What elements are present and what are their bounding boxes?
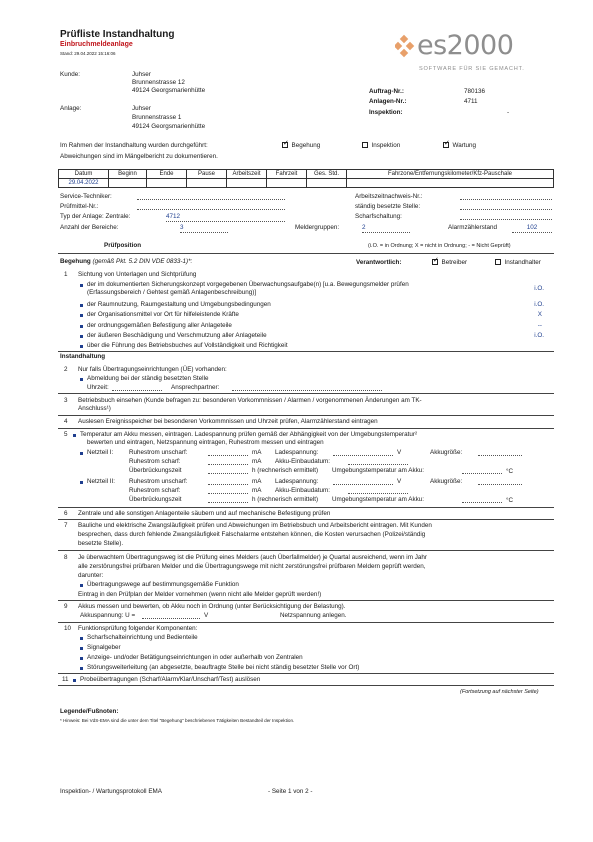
- service-techniker-field[interactable]: [137, 199, 285, 200]
- uhrzeit-label: Uhrzeit:: [87, 384, 109, 391]
- th-datum: Datum: [59, 170, 109, 179]
- unit-h-label: h: [252, 467, 256, 474]
- bullet-icon: [80, 378, 83, 381]
- item10-bullet-3: Störungsweiterleitung (an abgesetzte, beauftragte Stelle bei nicht ständig besetzter Stelle vor Ort): [87, 664, 360, 671]
- td-fahrzone[interactable]: [347, 179, 554, 188]
- result-value[interactable]: i.O.: [534, 332, 544, 339]
- item6-text: Zentrale und alle sonstigen Anlagenteile säubern und auf mechanische Befestigung prüfen: [78, 510, 331, 517]
- divider: [58, 600, 554, 601]
- bullet-icon: [80, 314, 83, 317]
- item-number: 9: [64, 603, 68, 610]
- scharf-label: Ruhestrom scharf:: [129, 487, 181, 494]
- item-number: 1: [64, 271, 68, 278]
- scharfschaltung-label: Scharfschaltung:: [355, 213, 402, 220]
- divider: [58, 428, 554, 429]
- divider: [58, 685, 554, 686]
- akkueinbaudatum-field[interactable]: [348, 493, 408, 494]
- bereiche-value[interactable]: 3: [180, 224, 228, 233]
- scope-begehung[interactable]: [282, 142, 320, 150]
- checkbox-wartung[interactable]: [443, 142, 449, 148]
- ueberbrueckungszeit-label: Überbrückungszeit: [129, 496, 182, 503]
- akkugroesse-label: Akkugröße:: [430, 449, 463, 456]
- item9-line1: Akkus messen und bewerten, ob Akku noch in Ordnung (unter Berücksichtigung der Belastung).: [78, 603, 346, 610]
- th-fahrzone: Fahrzone/Entfernungskilometer/Kfz-Pauschale: [347, 170, 554, 179]
- divider: [58, 507, 554, 508]
- td-ges-std[interactable]: [307, 179, 347, 188]
- divider: [58, 519, 554, 520]
- facility-street: Brunnenstrasse 1: [132, 114, 182, 121]
- bullet-icon: [80, 325, 83, 328]
- th-pause: Pause: [187, 170, 227, 179]
- facility-label: Anlage:: [60, 105, 82, 112]
- service-techniker-label: Service-Techniker:: [60, 193, 112, 200]
- item8-bullet: Übertragungswege auf bestimmungsgemäße Funktion: [87, 581, 239, 588]
- umgebungstemp-field[interactable]: [462, 473, 502, 474]
- besetzte-stelle-label: ständig besetzte Stelle:: [355, 203, 421, 210]
- scharf-field[interactable]: [208, 493, 248, 494]
- divider: [58, 351, 554, 352]
- checkbox-begehung[interactable]: [282, 142, 288, 148]
- scope-wartung-label: Wartung: [452, 142, 477, 149]
- unit-v: V: [397, 478, 402, 485]
- item-number: 7: [64, 522, 68, 529]
- scope-wartung[interactable]: [443, 142, 476, 150]
- th-ges-std: Ges. Std.: [307, 170, 347, 179]
- scope-inspektion-label: Inspektion: [371, 142, 401, 149]
- item-number: 10: [64, 625, 72, 632]
- footer-title: Inspektion- / Wartungsprotokoll EMA: [60, 788, 162, 795]
- scharf-label: Ruhestrom scharf:: [129, 458, 181, 465]
- typ-label: Typ der Anlage: Zentrale:: [60, 213, 131, 220]
- inspektion-value: -: [507, 109, 510, 116]
- scope-intro: Im Rahmen der Instandhaltung wurden durchgeführt:: [60, 142, 208, 149]
- item1-bullet-0-cont: (Erfassungsbereich / Gehtest gemäß Anlagenbeschreibung)]: [87, 289, 257, 296]
- item-number: 6: [64, 510, 68, 517]
- unscharf-label: Ruhestrom unscharf:: [129, 449, 188, 456]
- unit-v: V: [204, 612, 209, 619]
- netzteil-1-label: Netzteil I:: [87, 449, 114, 456]
- unit-h: [252, 496, 318, 504]
- scope-begehung-label: Begehung: [291, 142, 321, 149]
- meldergruppen-label: Meldergruppen:: [295, 224, 340, 231]
- company-logo: [395, 30, 545, 78]
- item10-bullet-0: Scharfschalteinrichtung und Bedienteile: [87, 634, 198, 641]
- akkugroesse-field[interactable]: [478, 484, 522, 485]
- besetzte-stelle-field[interactable]: [460, 209, 552, 210]
- result-value[interactable]: i.O.: [534, 285, 544, 292]
- umgebungstemp-label: Umgebungstemperatur am Akku:: [332, 467, 425, 474]
- bullet-icon: [73, 679, 76, 682]
- th-beginn: Beginn: [109, 170, 147, 179]
- alarmzaehlerstand-value[interactable]: 102: [512, 224, 552, 233]
- divider: [58, 673, 554, 674]
- pruefmittel-label: Prüfmittel-Nr.:: [60, 203, 99, 210]
- akkueinbaudatum-field[interactable]: [348, 464, 408, 465]
- unit-ma: mA: [252, 458, 262, 465]
- akkugroesse-field[interactable]: [478, 455, 522, 456]
- scope-inspektion[interactable]: [362, 142, 400, 150]
- bullet-icon: [80, 481, 83, 484]
- akkueinbaudatum-label: Akku-Einbaudatum:: [275, 458, 330, 465]
- item8-line1: Je überwachtem Übertragungsweg ist die Prüfung eines Melders (auch Überfallmelder) je Quartal ausreichend, wenn im Jahr: [78, 554, 427, 561]
- item2-title: Nur falls Übertragungseinrichtungen (ÜE) vorhanden:: [78, 366, 227, 373]
- betreiber-option[interactable]: [432, 259, 467, 267]
- umgebungstemp-field[interactable]: [462, 502, 502, 503]
- logo-tagline: SOFTWARE FÜR SIE GEMACHT.: [419, 66, 525, 72]
- stand-date: Stand: 29.04.2022 15:16:06: [60, 51, 116, 56]
- result-value[interactable]: i.O.: [534, 301, 544, 308]
- bullet-icon: [80, 667, 83, 670]
- item1-bullet-4: der äußeren Beschädigung und Verschmutzung aller Anlageteile: [87, 332, 267, 339]
- logo-wordmark: es2000: [417, 30, 514, 61]
- bullet-icon: [80, 452, 83, 455]
- typ-value[interactable]: 4712: [166, 213, 285, 222]
- instandhalter-option[interactable]: [495, 259, 541, 267]
- td-ende[interactable]: [147, 179, 187, 188]
- legende-note: * Hinweis: Bei VdS-EMA sind die unter dem Titel "Begehung" beschriebenen Tätigkeiten Bestandteil der Inspektion.: [60, 718, 295, 723]
- item8-line2: alle zerstörungsfrei prüfbaren Melder und die Übertragungswege mit nicht zerstörungsfrei prüfbaren Meldern geprüft werden,: [78, 563, 426, 570]
- item10-bullet-1: Signalgeber: [87, 644, 121, 651]
- akkuspannung-label: Akkuspannung: U =: [80, 612, 136, 619]
- time-table: [58, 169, 554, 188]
- unit-v: V: [397, 449, 402, 456]
- bullet-icon: [73, 434, 76, 437]
- ueberbrueckungszeit-field[interactable]: [208, 473, 248, 474]
- unit-h-label: h: [252, 496, 256, 503]
- ladespannung-field[interactable]: [333, 455, 393, 456]
- item8-line3: darunter:: [78, 572, 104, 579]
- umgebungstemp-label: Umgebungstemperatur am Akku:: [332, 496, 425, 503]
- item1-bullet-0: der im dokumentierten Sicherungskonzept vorgegebenen Überwachungsaufgabe(n) [u.a. Bewegungsmelder prüfen: [87, 281, 409, 288]
- checkbox-instandhalter[interactable]: [495, 259, 501, 265]
- item3-line1: Betriebsbuch einsehen (Kunde befragen zu: besonderen Vorkommnissen / Alarmen / vorgenommenen Änderungen am TK-: [78, 397, 422, 404]
- page-subtitle: Einbruchmeldeanlage: [60, 41, 133, 48]
- unscharf-field[interactable]: [208, 455, 248, 456]
- ladespannung-field[interactable]: [333, 484, 393, 485]
- rechnerisch-label: (rechnerisch ermittelt): [257, 467, 319, 474]
- bullet-icon: [80, 657, 83, 660]
- unit-grad: °C: [506, 497, 514, 504]
- item-number: 3: [64, 397, 68, 404]
- inspektion-label: Inspektion:: [369, 109, 403, 116]
- time-table-row[interactable]: [59, 179, 554, 188]
- customer-city: 49124 Georgsmarienhütte: [132, 87, 206, 94]
- arbeitszeitnachweis-label: Arbeitszeitnachweis-Nr.:: [355, 193, 423, 200]
- item10-title: Funktionsprüfung folgender Komponenten:: [78, 625, 198, 632]
- begehung-heading: [60, 258, 192, 266]
- item-number: 11: [62, 676, 69, 683]
- anlagen-value: 4711: [464, 98, 478, 105]
- netzteil-2-label: Netzteil II:: [87, 478, 115, 485]
- item-number: 4: [64, 418, 68, 425]
- pruefmittel-field[interactable]: [137, 209, 285, 210]
- divider: [58, 415, 554, 416]
- td-pause[interactable]: [187, 179, 227, 188]
- td-arbeitszeit[interactable]: [227, 179, 267, 188]
- td-datum[interactable]: 29.04.2022: [59, 179, 109, 188]
- item3-line2: Anschluss¹): [78, 405, 111, 412]
- netzspannung-text: Netzspannung anlegen.: [280, 612, 347, 619]
- unit-ma: mA: [252, 478, 262, 485]
- item7-line2: besprechen, dass durch fehlende Zwangsläufigkeit Falschalarme entstehen können, die Kosten verursachen (Polizei/ständig: [78, 531, 426, 538]
- item2-bullet: Abmeldung bei der ständig besetzten Stelle: [87, 375, 209, 382]
- item5-line1: Temperatur am Akku messen, eintragen. Ladespannung prüfen gemäß der Abhängigkeit von der Umgebungstemperatur²: [80, 431, 418, 438]
- item1-bullet-5: über die Führung des Betriebsbuches auf Vollständigkeit und Richtigkeit: [87, 342, 288, 349]
- betreiber-label: Betreiber: [441, 259, 468, 266]
- unit-h: [252, 467, 318, 475]
- bullet-icon: [80, 584, 83, 587]
- td-beginn[interactable]: [109, 179, 147, 188]
- unit-ma: mA: [252, 449, 262, 456]
- customer-street: Brunnenstrasse 12: [132, 79, 185, 86]
- page-number: - Seite 1 von 2 -: [268, 788, 313, 795]
- bullet-icon: [80, 304, 83, 307]
- item1-bullet-3: der ordnungsgemäßen Befestigung aller Anlageteile: [87, 322, 232, 329]
- unscharf-field[interactable]: [208, 484, 248, 485]
- bullet-icon: [80, 335, 83, 338]
- akkuspannung-field[interactable]: [142, 618, 200, 619]
- th-fahrzeit: Fahrzeit: [267, 170, 307, 179]
- result-value[interactable]: --: [537, 322, 542, 329]
- auftrag-label: Auftrag-Nr.:: [369, 88, 404, 95]
- item1-bullet-1: der Raumnutzung, Raumgestaltung und Umgebungsbedingungen: [87, 301, 271, 308]
- begehung-norm: (gemäß Pkt. 5.2 DIN VDE 0833-1)*:: [92, 258, 193, 265]
- divider: [58, 622, 554, 623]
- time-table-header: [59, 170, 554, 179]
- item7-line1: Bauliche und elektrische Zwangsläufigkeit prüfen und Abweichungen im Betriebsbuch und Arbeitsbericht eintragen. Mit Kunden: [78, 522, 432, 529]
- legende-heading: Legende/Fußnoten:: [60, 708, 119, 715]
- facility-city: 49124 Georgsmarienhütte: [132, 123, 206, 130]
- uhrzeit-field[interactable]: [112, 390, 162, 391]
- scope-note: Abweichungen sind im Mängelbericht zu dokumentieren.: [60, 153, 218, 160]
- checkbox-inspektion[interactable]: [362, 142, 368, 148]
- item-number: 2: [64, 366, 68, 373]
- divider: [58, 253, 554, 254]
- scharfschaltung-field[interactable]: [460, 219, 552, 220]
- pruefposition-legend: (i.O. = in Ordnung; X = nicht in Ordnung; - = Nicht Geprüft): [368, 243, 511, 249]
- rechnerisch-label: (rechnerisch ermittelt): [257, 496, 319, 503]
- th-ende: Ende: [147, 170, 187, 179]
- unscharf-label: Ruhestrom unscharf:: [129, 478, 188, 485]
- item7-line3: besetzte Stelle).: [78, 540, 124, 547]
- anlagen-label: Anlagen-Nr.:: [369, 98, 407, 105]
- bullet-icon: [80, 345, 83, 348]
- ueberbrueckungszeit-label: Überbrückungszeit: [129, 467, 182, 474]
- instandhalter-label: Instandhalter: [504, 259, 541, 266]
- page-title: Prüfliste Instandhaltung: [60, 29, 175, 40]
- ansprechpartner-label: Ansprechpartner:: [171, 384, 220, 391]
- customer-label: Kunde:: [60, 71, 80, 78]
- verantwortlich-label: Verantwortlich:: [356, 259, 402, 266]
- bereiche-label: Anzahl der Bereiche:: [60, 224, 119, 231]
- scharf-field[interactable]: [208, 464, 248, 465]
- item4-text: Auslesen Ereignisspeicher bei besonderen Vorkommnissen und Uhrzeit prüfen, Alarmzählerstand eintragen: [78, 418, 378, 425]
- item11-text: Probeübertragungen (Scharf/Alarm/Klar/Unscharf/Test) auslösen: [80, 676, 261, 683]
- unit-ma: mA: [252, 487, 262, 494]
- td-fahrzeit[interactable]: [267, 179, 307, 188]
- ueberbrueckungszeit-field[interactable]: [208, 502, 248, 503]
- item5-line2: bewerten und eintragen, Netzspannung eintragen, Ruhestrom messen und eintragen: [87, 439, 324, 446]
- alarmzaehlerstand-label: Alarmzählerstand: [448, 224, 497, 231]
- akkugroesse-label: Akkugröße:: [430, 478, 463, 485]
- begehung-title: Begehung: [60, 258, 91, 265]
- ladespannung-label: Ladespannung:: [275, 449, 319, 456]
- item8-line4: Eintrag in den Prüfplan der Melder vornehmen (wenn nicht alle Melder geprüft werden!): [78, 591, 322, 598]
- result-value[interactable]: X: [537, 311, 542, 318]
- bullet-icon: [80, 637, 83, 640]
- th-arbeitszeit: Arbeitszeit: [227, 170, 267, 179]
- bullet-icon: [80, 284, 83, 287]
- fortsetzung-note: (Fortsetzung auf nächster Seite): [460, 689, 539, 695]
- item1-title: Sichtung von Unterlagen und Sichtprüfung: [78, 271, 197, 278]
- akkueinbaudatum-label: Akku-Einbaudatum:: [275, 487, 330, 494]
- unit-grad: °C: [506, 468, 514, 475]
- item10-bullet-2: Anzeige- und/oder Betätigungseinrichtungen in oder außerhalb von Zentralen: [87, 654, 303, 661]
- auftrag-value: 780136: [464, 88, 486, 95]
- divider: [58, 550, 554, 551]
- item-number: 5: [64, 431, 68, 438]
- item1-bullet-2: der Organisationsmittel vor Ort für hilfeleistende Kräfte: [87, 311, 239, 318]
- meldergruppen-value[interactable]: 2: [362, 224, 410, 233]
- ansprechpartner-field[interactable]: [232, 390, 382, 391]
- facility-name: Juhser: [132, 105, 151, 112]
- customer-name: Juhser: [132, 71, 151, 78]
- arbeitszeitnachweis-field[interactable]: [460, 199, 552, 200]
- instandhaltung-heading: Instandhaltung: [60, 353, 106, 360]
- checkbox-betreiber[interactable]: [432, 259, 438, 265]
- divider: [58, 393, 554, 394]
- item-number: 8: [64, 554, 68, 561]
- pruefposition-heading: Prüfposition: [104, 242, 142, 249]
- bullet-icon: [80, 647, 83, 650]
- ladespannung-label: Ladespannung:: [275, 478, 319, 485]
